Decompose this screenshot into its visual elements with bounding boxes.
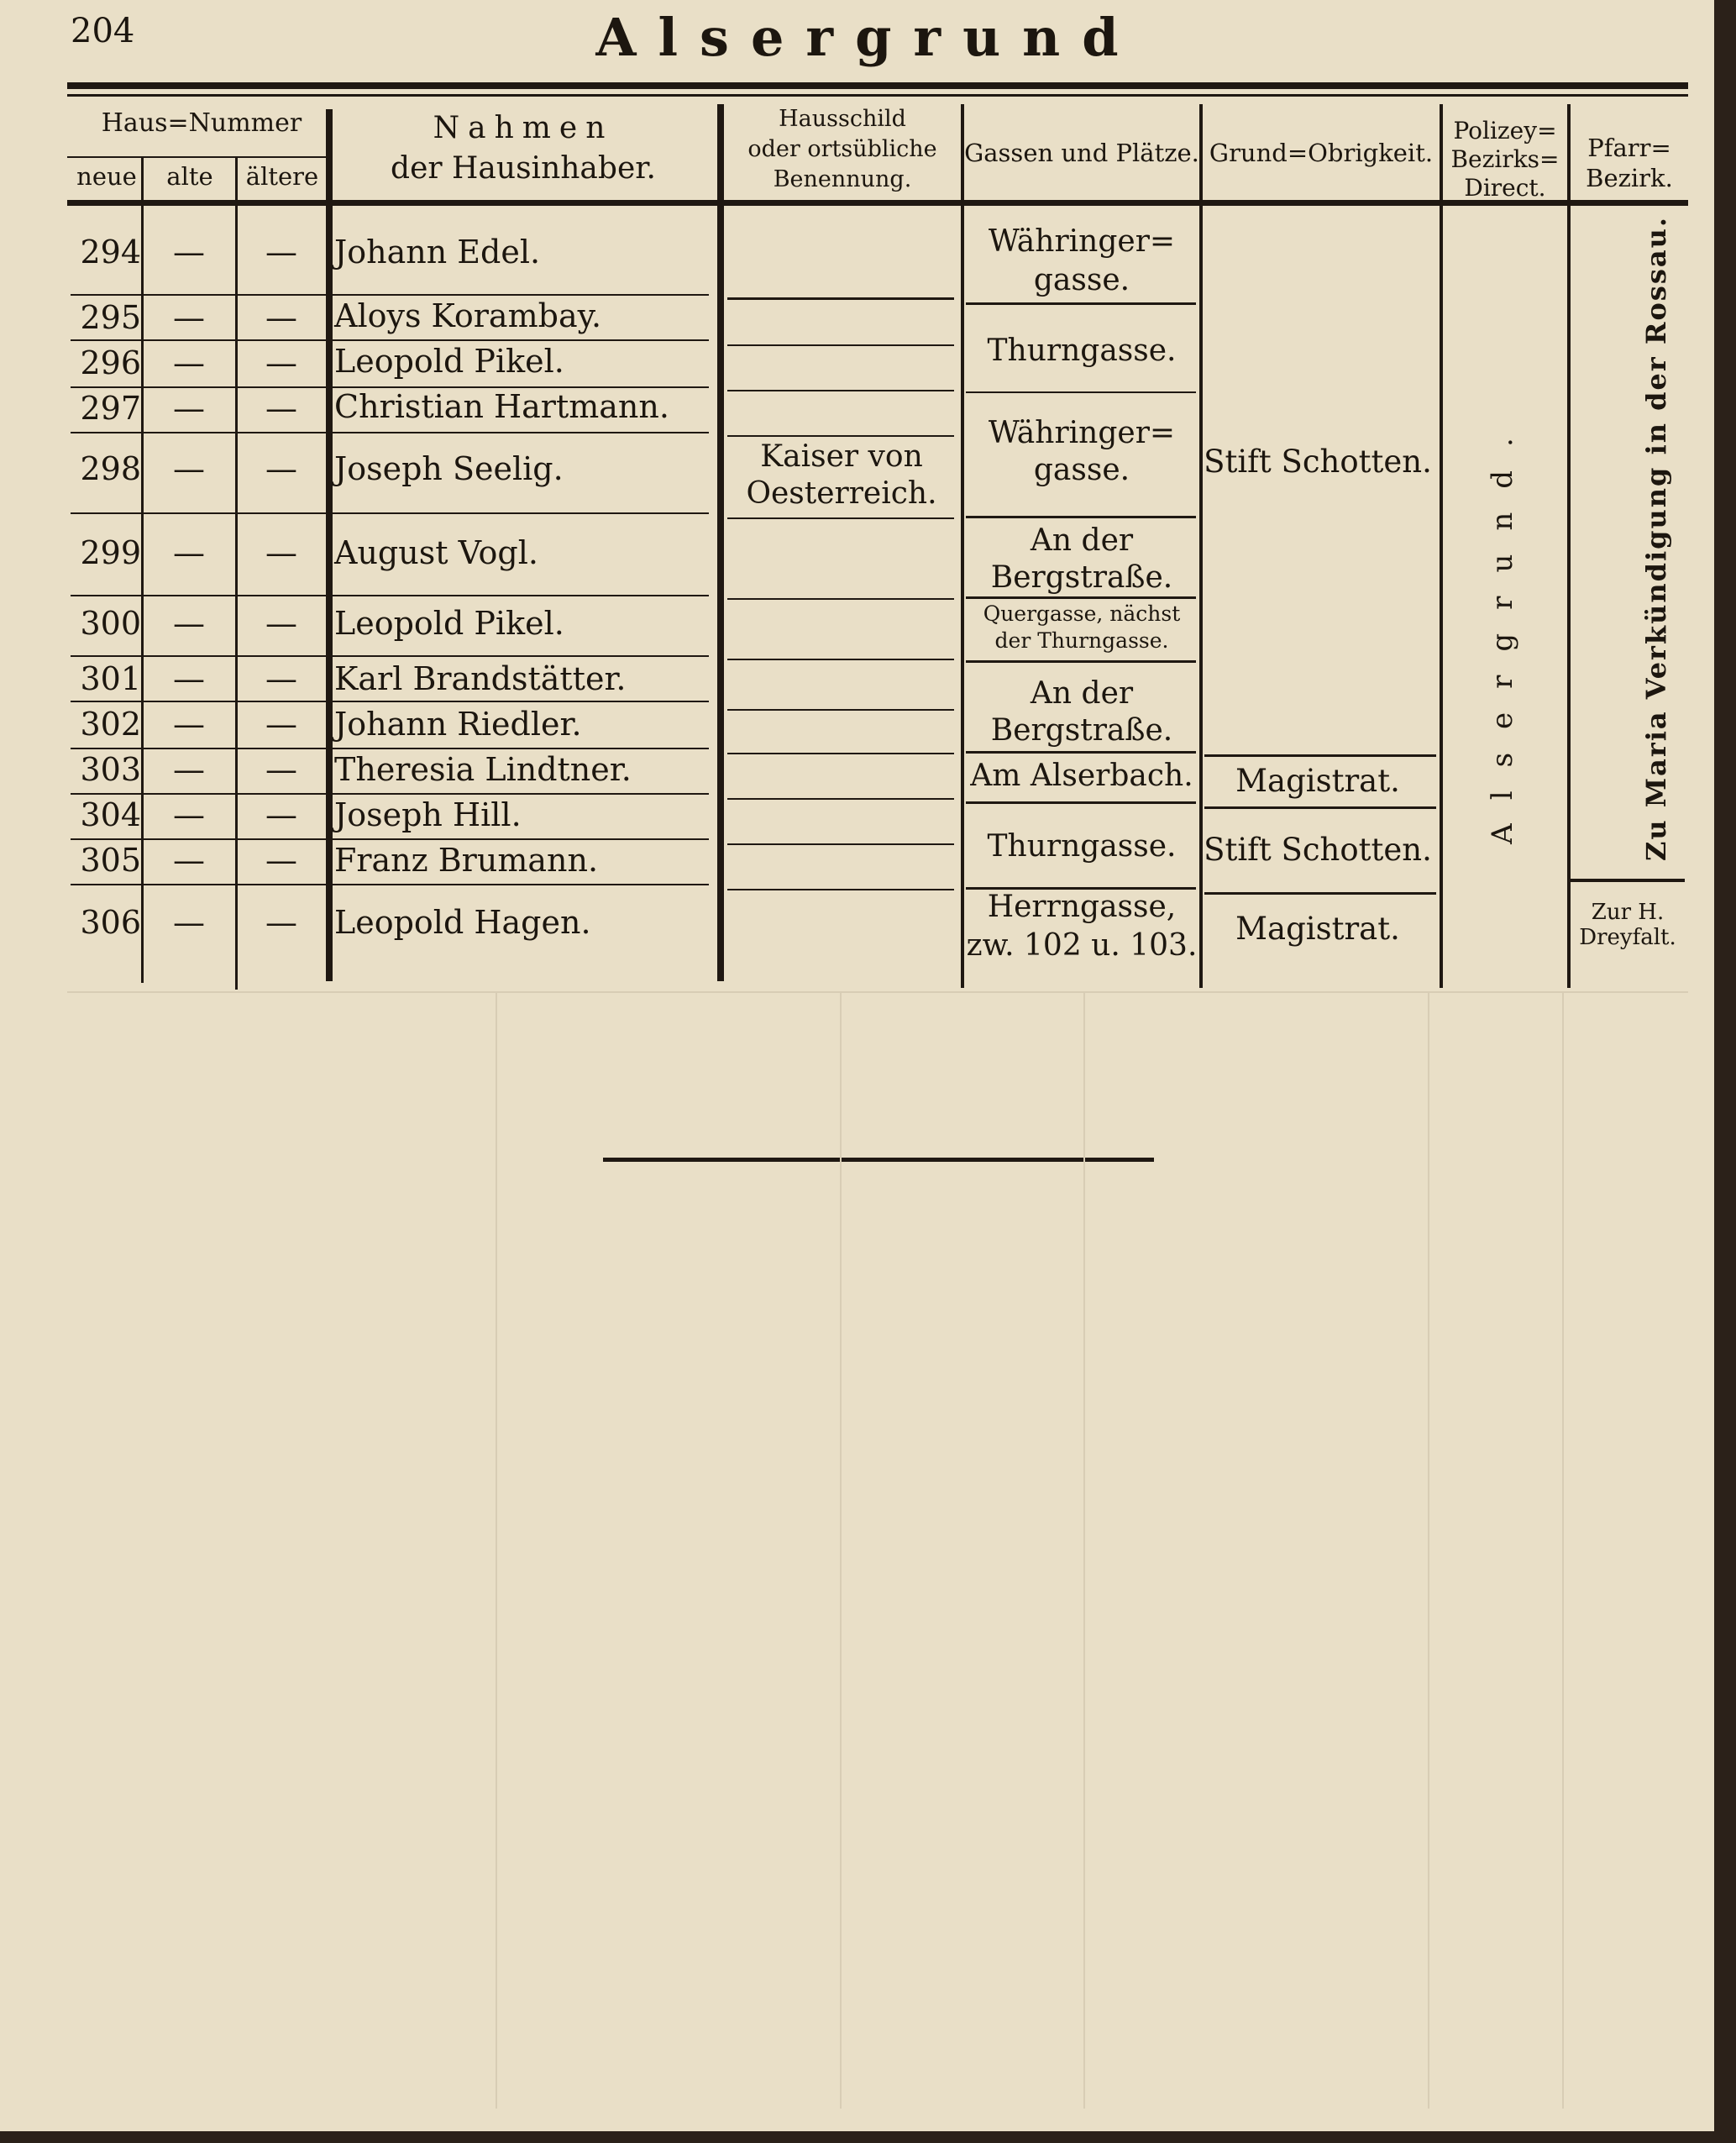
- owner-name: Leopold Hagen.: [334, 904, 591, 941]
- header-police-line3: Direct.: [1464, 174, 1546, 202]
- house-number: 295: [80, 299, 141, 336]
- authority-rule: [1204, 806, 1436, 809]
- street-line: Bergstraße.: [990, 713, 1173, 748]
- house-number: 294: [80, 234, 141, 271]
- parish-last-line2: Dreyfalt.: [1579, 925, 1676, 950]
- owner-name: Christian Hartmann.: [334, 388, 669, 425]
- old-number-dash: —: [173, 842, 205, 879]
- owner-name: Aloys Korambay.: [334, 297, 602, 334]
- row-rule: [71, 701, 709, 702]
- parish-last-line1: Zur H.: [1591, 900, 1665, 925]
- house-number: 304: [80, 796, 141, 833]
- owner-name: Joseph Seelig.: [334, 450, 564, 487]
- old-number-dash: —: [173, 751, 205, 788]
- street-line: Thurngasse.: [987, 334, 1177, 368]
- street-rule: [966, 302, 1196, 305]
- authority: Stift Schotten.: [1204, 832, 1432, 868]
- bleed-through-line: [67, 991, 1688, 993]
- house-number: 301: [80, 660, 141, 697]
- house-number: 299: [80, 534, 141, 571]
- row-rule: [71, 512, 709, 514]
- page-title: Alsergrund: [595, 7, 1141, 68]
- owner-name: Johann Edel.: [334, 234, 541, 271]
- street-line: Bergstraße.: [990, 560, 1173, 595]
- house-number: 306: [80, 904, 141, 941]
- bleed-through-line: [1562, 991, 1564, 2109]
- street-rule: [966, 391, 1196, 393]
- house-number: 300: [80, 605, 141, 642]
- header-parish-line1: Pfarr=: [1587, 134, 1671, 162]
- older-number-dash: —: [265, 344, 297, 381]
- house-sign-line2: Oesterreich.: [746, 476, 937, 511]
- old-number-dash: —: [173, 344, 205, 381]
- house-number-subrule: [67, 156, 328, 158]
- old-number-dash: —: [173, 390, 205, 427]
- header-parish-line2: Bezirk.: [1586, 164, 1673, 192]
- col-divider-new: [141, 158, 144, 983]
- page-number: 204: [71, 12, 135, 50]
- sign-rule: [727, 753, 954, 754]
- col-divider-parish: [1567, 104, 1571, 988]
- owner-name: Leopold Pikel.: [334, 343, 564, 380]
- header-sign-line3: Benennung.: [773, 166, 912, 192]
- header-new: neue: [76, 162, 137, 191]
- bleed-through-line: [1083, 991, 1085, 2109]
- col-divider-owner: [326, 109, 333, 981]
- street-rule: [966, 596, 1196, 599]
- header-owner-line2: der Hausinhaber.: [391, 151, 656, 186]
- parish-vertical: Zu Maria Verkündigung in der Rossau.: [1640, 216, 1672, 861]
- authority-rule: [1204, 754, 1436, 757]
- older-number-dash: —: [265, 534, 297, 571]
- street-line: gasse.: [1033, 453, 1130, 487]
- bleed-through-line: [496, 991, 497, 2109]
- house-number: 297: [80, 390, 141, 427]
- sign-rule: [727, 709, 954, 711]
- owner-name: Franz Brumann.: [334, 842, 599, 879]
- street-line: gasse.: [1033, 263, 1130, 297]
- old-number-dash: —: [173, 534, 205, 571]
- sign-rule: [727, 517, 954, 519]
- old-number-dash: —: [173, 299, 205, 336]
- col-divider-sign: [717, 104, 724, 981]
- row-rule: [71, 884, 709, 885]
- sign-rule: [727, 798, 954, 800]
- house-number: 303: [80, 751, 141, 788]
- row-rule: [71, 294, 709, 296]
- older-number-dash: —: [265, 299, 297, 336]
- older-number-dash: —: [265, 660, 297, 697]
- older-number-dash: —: [265, 706, 297, 743]
- row-rule: [71, 595, 709, 596]
- top-rule-thick: [67, 82, 1688, 89]
- row-rule: [71, 838, 709, 840]
- row-rule: [71, 748, 709, 749]
- authority: Magistrat.: [1235, 763, 1400, 799]
- older-number-dash: —: [265, 234, 297, 271]
- sign-rule: [727, 843, 954, 845]
- street-line: der Thurngasse.: [994, 628, 1169, 653]
- header-sign-line2: oder ortsübliche: [747, 136, 937, 162]
- old-number-dash: —: [173, 660, 205, 697]
- street-rule: [966, 751, 1196, 754]
- authority: Stift Schotten.: [1204, 444, 1432, 480]
- street-line: Währinger=: [988, 416, 1176, 450]
- house-number: 305: [80, 842, 141, 879]
- older-number-dash: —: [265, 796, 297, 833]
- row-rule: [71, 655, 709, 657]
- street-line: zw. 102 u. 103.: [966, 928, 1198, 963]
- owner-name: Joseph Hill.: [334, 796, 522, 833]
- authority-rule: [1204, 892, 1436, 895]
- header-owner-line1: Nahmen: [433, 111, 614, 145]
- col-divider-old: [235, 158, 238, 990]
- closing-rule: [603, 1158, 1154, 1162]
- street-line: An der: [1030, 523, 1134, 558]
- sign-rule: [727, 390, 954, 391]
- header-old: alte: [166, 162, 213, 191]
- sign-rule: [727, 889, 954, 890]
- older-number-dash: —: [265, 450, 297, 487]
- owner-name: Theresia Lindtner.: [334, 751, 632, 788]
- house-sign-line1: Kaiser von: [760, 439, 923, 474]
- street-line: An der: [1030, 676, 1134, 711]
- street-line: Quergasse, nächst: [983, 601, 1181, 626]
- header-older: ältere: [245, 162, 319, 191]
- header-streets: Gassen und Plätze.: [964, 139, 1199, 167]
- header-authority: Grund=Obrigkeit.: [1209, 139, 1434, 167]
- street-line: Herrngasse,: [987, 890, 1177, 924]
- street-line: Am Alserbach.: [970, 759, 1193, 793]
- house-number: 302: [80, 706, 141, 743]
- parish-rule: [1571, 879, 1685, 882]
- owner-name: Johann Riedler.: [334, 706, 582, 743]
- sign-rule: [727, 435, 954, 437]
- row-rule: [71, 793, 709, 795]
- top-rule-thin: [67, 94, 1688, 97]
- owner-name: Karl Brandstätter.: [334, 660, 627, 697]
- older-number-dash: —: [265, 842, 297, 879]
- street-line: Währinger=: [988, 224, 1176, 259]
- sign-rule: [727, 659, 954, 660]
- sign-rule: [727, 598, 954, 600]
- police-district-vertical: Alsergrund.: [1486, 414, 1519, 844]
- old-number-dash: —: [173, 605, 205, 642]
- old-number-dash: —: [173, 450, 205, 487]
- house-number: 296: [80, 344, 141, 381]
- house-number: 298: [80, 450, 141, 487]
- bleed-through-line: [840, 991, 842, 2109]
- bleed-through-line: [1428, 991, 1429, 2109]
- older-number-dash: —: [265, 390, 297, 427]
- header-sign-line1: Hausschild: [779, 106, 906, 132]
- street-line: Thurngasse.: [987, 829, 1177, 864]
- sign-rule: [727, 297, 954, 300]
- header-police-line2: Bezirks=: [1450, 145, 1560, 173]
- older-number-dash: —: [265, 904, 297, 941]
- header-police-line1: Polizey=: [1453, 117, 1557, 144]
- old-number-dash: —: [173, 904, 205, 941]
- sign-rule: [727, 344, 954, 346]
- col-divider-police: [1440, 104, 1443, 988]
- old-number-dash: —: [173, 796, 205, 833]
- street-rule: [966, 516, 1196, 518]
- older-number-dash: —: [265, 751, 297, 788]
- header-house-number: Haus=Nummer: [101, 108, 302, 138]
- street-rule: [966, 660, 1196, 663]
- older-number-dash: —: [265, 605, 297, 642]
- authority: Magistrat.: [1235, 911, 1400, 947]
- street-rule: [966, 801, 1196, 804]
- row-rule: [71, 432, 709, 433]
- old-number-dash: —: [173, 706, 205, 743]
- row-rule: [71, 339, 709, 341]
- owner-name: August Vogl.: [334, 534, 538, 571]
- old-number-dash: —: [173, 234, 205, 271]
- owner-name: Leopold Pikel.: [334, 605, 564, 642]
